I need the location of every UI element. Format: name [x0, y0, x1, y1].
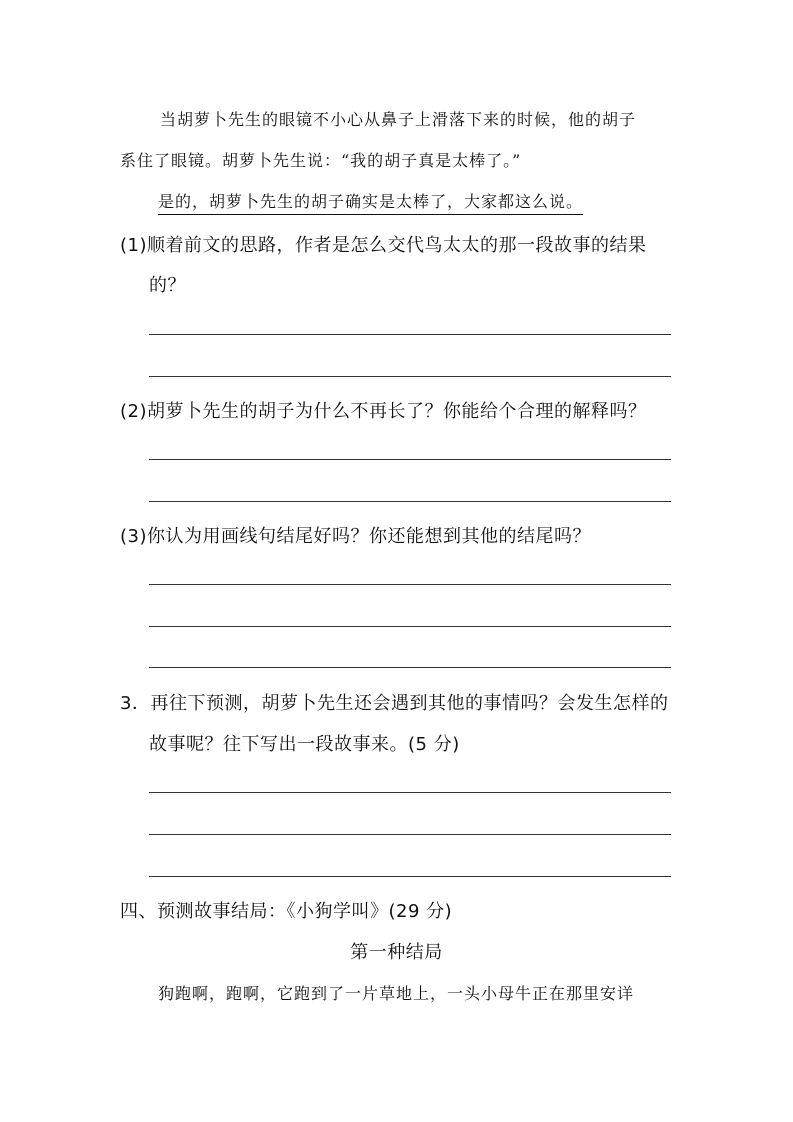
- section-3-line-1: 3．再往下预测，胡萝卜先生还会遇到其他的事情吗？会发生怎样的: [120, 693, 669, 714]
- passage-paragraph-1-line-1: 当胡萝卜先生的眼镜不小心从鼻子上滑落下来的时候，他的胡子: [160, 110, 637, 129]
- section-4-subheading: 第一种结局: [350, 942, 443, 963]
- answer-line[interactable]: [149, 459, 671, 460]
- question-1-line-1: (1)顺着前文的思路，作者是怎么交代鸟太太的那一段故事的结果: [120, 235, 647, 256]
- question-2: (2)胡萝卜先生的胡子为什么不再长了？你能给个合理的解释吗？: [120, 401, 647, 422]
- answer-line[interactable]: [149, 584, 671, 585]
- answer-line[interactable]: [149, 334, 671, 335]
- section-4-heading: 四、预测故事结局：《小狗学叫》(29 分): [120, 901, 453, 922]
- passage-underlined-sentence: 是的，胡萝卜先生的胡子确实是太棒了，大家都这么说。: [158, 189, 583, 215]
- section-3-line-2: 故事呢？往下写出一段故事来。(5 分): [149, 734, 460, 755]
- answer-line[interactable]: [149, 376, 671, 377]
- question-1-line-2: 的？: [149, 275, 186, 296]
- answer-line[interactable]: [149, 501, 671, 502]
- section-4-story-line-1: 狗跑啊，跑啊，它跑到了一片草地上，一头小母牛正在那里安详: [158, 984, 635, 1003]
- answer-line[interactable]: [149, 626, 671, 627]
- answer-line[interactable]: [149, 792, 671, 793]
- passage-paragraph-1-line-2: 系住了眼镜。胡萝卜先生说：“我的胡子真是太棒了。”: [120, 151, 522, 170]
- answer-line[interactable]: [149, 834, 671, 835]
- question-3: (3)你认为用画线句结尾好吗？你还能想到其他的结尾吗？: [120, 526, 591, 547]
- answer-line[interactable]: [149, 876, 671, 877]
- answer-line[interactable]: [149, 667, 671, 668]
